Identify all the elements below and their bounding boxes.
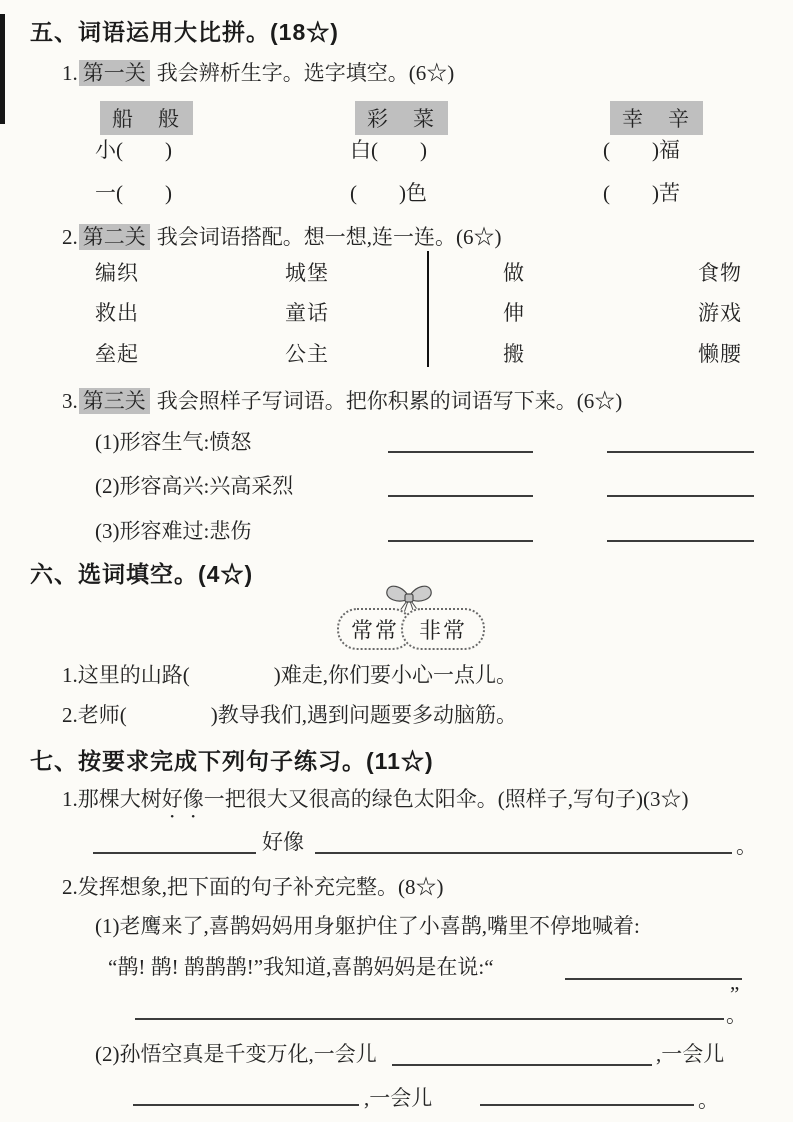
sentence-lead: 1.那棵大树 [62, 787, 162, 811]
question-5-1 [62, 57, 454, 87]
answer-blank[interactable] [480, 1080, 694, 1106]
answer-blank[interactable] [565, 954, 742, 980]
word-bank-pill-2 [401, 608, 485, 650]
example-label: (3)形容难过:悲伤 [95, 519, 252, 543]
emphasized-word: 好像 [161, 787, 204, 811]
section-5-title: 五、词语运用大比拼。(18☆) [30, 19, 339, 45]
example-label: (2)形容高兴:兴高采烈 [95, 474, 294, 498]
match-word[interactable]: 童话 [285, 301, 329, 325]
match-word[interactable]: 懒腰 [698, 342, 742, 366]
match-word[interactable]: 伸 [503, 301, 525, 325]
question-text: 我会词语搭配。想一想,连一连。(6☆) [156, 225, 502, 249]
word-option: 常常 [350, 617, 399, 643]
example-label: (1)形容生气:愤怒 [95, 430, 252, 454]
answer-blank[interactable] [607, 516, 754, 542]
question-text: 我会辨析生字。选字填空。(6☆) [156, 61, 455, 85]
question-number: 1. [62, 61, 78, 85]
match-word[interactable]: 垒起 [95, 342, 139, 366]
word-option: 非常 [418, 617, 467, 643]
fill-cell[interactable]: 一( ) [95, 181, 172, 205]
question-7-2-1-line2: “鹊! 鹊! 鹊鹊鹊!”我知道,喜鹊妈妈是在说:“ [108, 955, 494, 979]
period-mark: 。 [698, 1088, 719, 1112]
question-text: 我会照样子写词语。把你积累的词语写下来。(6☆) [156, 389, 623, 413]
match-word[interactable]: 救出 [95, 301, 139, 325]
match-word[interactable]: 做 [503, 261, 525, 285]
level-3-badge: 第三关 [79, 388, 150, 414]
match-word[interactable]: 游戏 [698, 301, 742, 325]
question-number: 3. [62, 389, 78, 413]
question-7-1 [62, 783, 688, 823]
match-word[interactable]: 食物 [698, 261, 742, 285]
answer-blank[interactable] [607, 471, 754, 497]
period-mark: 。 [736, 834, 757, 858]
match-word[interactable]: 城堡 [285, 261, 329, 285]
sentence-rest: 一把很大又很高的绿色太阳伞。(照样子,写句子)(3☆) [203, 787, 689, 811]
connector-word: 好像 [262, 830, 304, 854]
connector-text: ,一会儿 [656, 1042, 725, 1066]
question-number: 2. [62, 225, 78, 249]
answer-blank[interactable] [388, 471, 533, 497]
question-5-2 [62, 221, 502, 251]
answer-blank[interactable] [315, 828, 732, 854]
sentence-6-1: 1.这里的山路( )难走,你们要小心一点儿。 [62, 663, 517, 687]
level-1-badge: 第一关 [79, 60, 150, 86]
answer-blank[interactable] [135, 994, 724, 1020]
period-mark: 。 [726, 1003, 747, 1027]
char-choice-box-3: 幸 辛 [610, 101, 703, 135]
answer-blank[interactable] [93, 828, 256, 854]
close-quote-mark: ” [730, 982, 740, 1006]
fill-cell[interactable]: ( )苦 [603, 181, 680, 205]
answer-blank[interactable] [392, 1040, 652, 1066]
answer-blank[interactable] [133, 1080, 359, 1106]
char-choice-box-1: 船 般 [100, 101, 193, 135]
question-7-2-1-line1: (1)老鹰来了,喜鹊妈妈用身躯护住了小喜鹊,嘴里不停地喊着: [95, 914, 640, 938]
match-word[interactable]: 搬 [503, 342, 525, 366]
match-word[interactable]: 公主 [285, 342, 329, 366]
char-choice-box-2: 彩 菜 [355, 101, 448, 135]
sentence-6-2: 2.老师( )教导我们,遇到问题要多动脑筋。 [62, 703, 517, 727]
question-7-2-2-prefix: (2)孙悟空真是千变万化,一会儿 [95, 1042, 377, 1066]
match-group-divider [427, 251, 429, 367]
fill-cell[interactable]: 小( ) [95, 138, 172, 162]
section-6-title: 六、选词填空。(4☆) [30, 561, 254, 587]
fill-cell[interactable]: ( )福 [603, 138, 680, 162]
fill-cell[interactable]: ( )色 [350, 181, 427, 205]
question-7-2: 2.发挥想象,把下面的句子补充完整。(8☆) [62, 875, 444, 899]
answer-blank[interactable] [388, 516, 533, 542]
answer-blank[interactable] [388, 427, 533, 453]
question-5-3 [62, 385, 622, 415]
level-2-badge: 第二关 [79, 224, 150, 250]
match-word[interactable]: 编织 [95, 261, 139, 285]
scan-artifact-bar [0, 14, 5, 124]
connector-text: ,一会儿 [364, 1086, 433, 1110]
answer-blank[interactable] [607, 427, 754, 453]
section-7-title: 七、按要求完成下列句子练习。(11☆) [30, 748, 434, 774]
fill-cell[interactable]: 白( ) [350, 138, 427, 162]
